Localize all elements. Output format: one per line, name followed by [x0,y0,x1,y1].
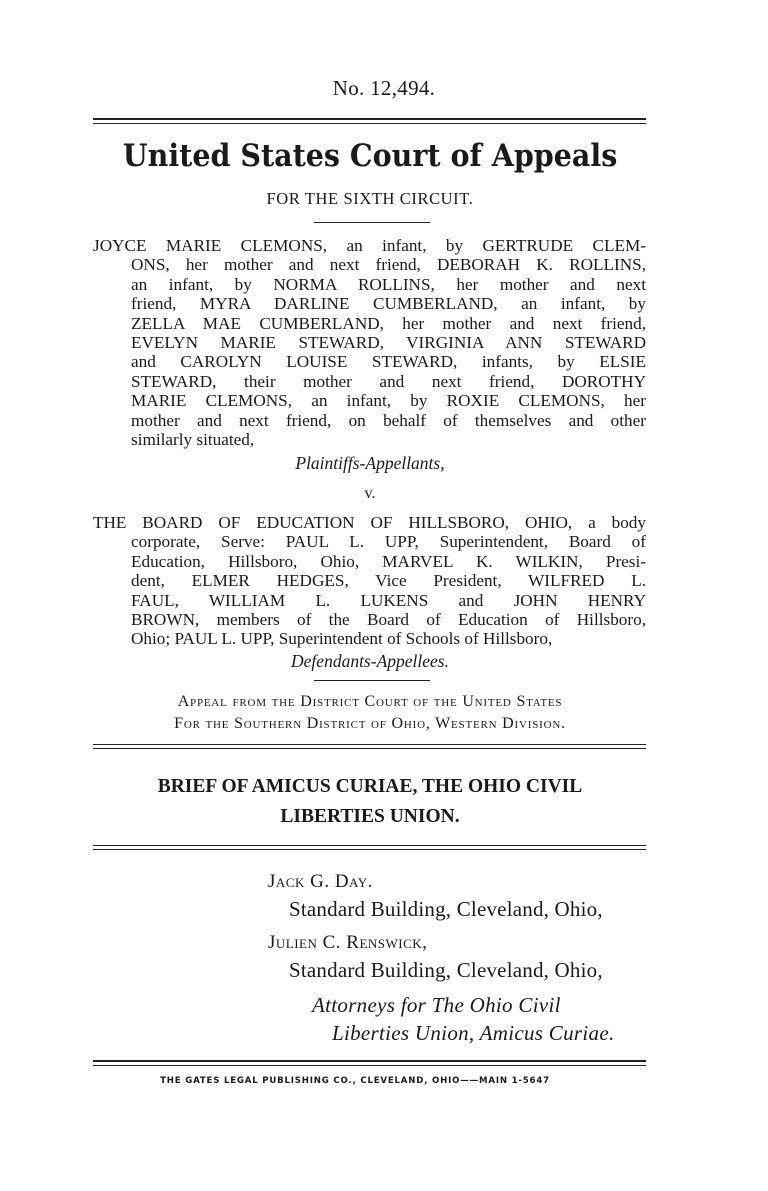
defendant-line: THE BOARD OF EDUCATION OF HILLSBORO, OHIO, a body [93,513,646,532]
plaintiff-line: ONS, her mother and next friend, DEBORAH K. ROLLINS, [131,255,646,275]
case-number: No. 12,494. [332,76,436,100]
defendant-line: dent, ELMER HEDGES, Vice President, WILFRED L. [131,571,646,591]
plaintiff-line: similarly situated, [131,430,255,450]
plaintiff-line: MARIE CLEMONS, an infant, by ROXIE CLEMONS, her [131,391,646,411]
plaintiff-line: mother and next friend, on behalf of themselves and other [131,410,646,430]
defendant-line: BROWN, members of the Board of Education of Hillsboro, [131,610,646,630]
attorney-role-line-1: Attorneys for The Ohio Civil [312,993,561,1017]
bottom-double-rule [93,1060,646,1066]
plaintiff-line: an infant, by NORMA ROLLINS, her mother and next [131,274,646,294]
brief-title [0,772,740,832]
attorney-address-1: Standard Building, Cleveland, Ohio, [289,897,603,921]
defendants-role: Defendants-Appellees. [291,651,449,671]
plaintiff-line: STEWARD, their mother and next friend, DOROTHY [131,371,646,391]
attorney-role-line-2: Liberties Union, Amicus Curiae. [332,1021,615,1045]
defendant-line: FAUL, WILLIAM L. LUKENS and JOHN HENRY [131,590,646,610]
lower-double-rule [93,845,646,850]
parties-divider-rule [314,680,430,681]
publisher-imprint: THE GATES LEGAL PUBLISHING CO., CLEVELAND, OHIO——MAIN 1-5647 [160,1076,550,1086]
defendant-line: corporate, Serve: PAUL L. UPP, Superintendent, Board of [131,532,646,552]
plaintiffs-role: Plaintiffs-Appellants, [295,453,445,473]
court-divider-rule [314,222,430,223]
court-title: United States Court of Appeals [122,138,618,174]
attorney-name-1: Jack G. Day. [268,871,373,892]
appeal-line-2: For the Southern District of Ohio, Western Division. [174,715,566,732]
attorney-name-2: Julien C. Renswick, [268,932,428,953]
defendants-block [93,513,646,649]
appeal-line-1: Appeal from the District Court of the United States [177,693,563,710]
brief-title-line-1: BRIEF OF AMICUS CURIAE, THE OHIO CIVIL [157,776,583,797]
versus: v. [364,485,376,502]
top-double-rule [93,118,646,124]
defendant-line: Education, Hillsboro, Ohio, MARVEL K. WILKIN, Presi- [131,551,646,571]
brief-title-line-2: LIBERTIES UNION. [280,806,460,827]
plaintiff-line: EVELYN MARIE STEWARD, VIRGINIA ANN STEWARD [131,333,646,353]
middle-double-rule [93,744,646,749]
plaintiff-line: ZELLA MAE CUMBERLAND, her mother and next friend, [131,313,646,333]
plaintiff-line: friend, MYRA DARLINE CUMBERLAND, an infant, by [131,294,646,314]
plaintiffs-block [93,236,646,449]
attorney-address-2: Standard Building, Cleveland, Ohio, [289,958,603,982]
plaintiff-line: and CAROLYN LOUISE STEWARD, infants, by ELSIE [131,352,646,372]
plaintiff-line: JOYCE MARIE CLEMONS, an infant, by GERTRUDE CLEM- [93,236,646,255]
defendant-line: Ohio; PAUL L. UPP, Superintendent of Schools of Hillsboro, [131,629,553,649]
circuit-subtitle: FOR THE SIXTH CIRCUIT. [266,189,474,208]
